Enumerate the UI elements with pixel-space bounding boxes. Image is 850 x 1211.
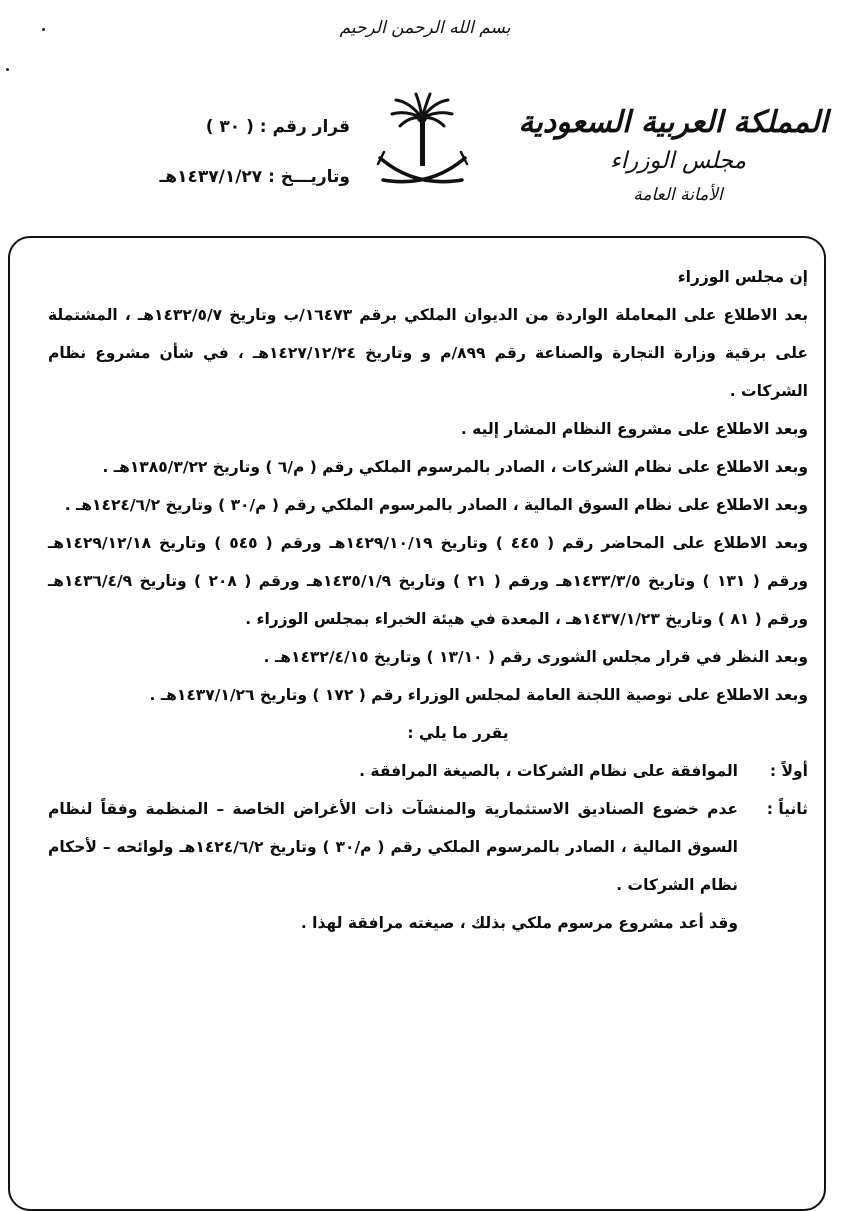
- scan-speck: [6, 68, 9, 71]
- preamble-paragraph: وبعد الاطلاع على توصية اللجنة العامة لمجلس الوزراء رقم ( ١٧٢ ) وتاريخ ١٤٣٧/١/٢٦هـ .: [149, 686, 808, 704]
- council-name: مجلس الوزراء: [609, 148, 747, 174]
- secretariat-name: الأمانة العامة: [633, 185, 723, 205]
- resolves-heading: يقرر ما يلي :: [407, 724, 509, 742]
- decision-date: وتاريـــخ : ١٤٣٧/١/٢٧هـ: [159, 167, 350, 187]
- decision-number: قرار رقم : ( ٣٠ ): [205, 117, 350, 137]
- decree-body: [48, 258, 808, 942]
- clause-text: عدم خضوع الصناديق الاستثمارية والمنشآت ذات الأغراض الخاصة – المنظمة وفقاً لنظام السوق المالية ، الصادر بالمرسوم الملكي رقم ( م/٣٠ ) وتاريخ ١٤٢٤/٦/٢هـ ولوائحه – لأحكام نظام الشركات .: [48, 800, 738, 894]
- preamble-paragraph: وبعد الاطلاع على مشروع النظام المشار إليه .: [460, 420, 808, 438]
- clause-label: ثانياً :: [766, 800, 808, 818]
- preamble-paragraph: بعد الاطلاع على المعاملة الواردة من الديوان الملكي برقم ١٦٤٧٣/ب وتاريخ ١٤٣٢/٥/٧هـ ، المشتملة على برقية وزارة التجارة والصناعة رقم ٨٩٩/م و وتاريخ ١٤٢٧/١٢/٢٤هـ ، في شأن مشروع نظام الشركات .: [48, 306, 809, 400]
- basmala: بسم الله الرحمن الرحيم: [339, 18, 511, 38]
- scan-speck: [42, 28, 45, 31]
- preamble-paragraph: وبعد الاطلاع على نظام الشركات ، الصادر بالمرسوم الملكي رقم ( م/٦ ) وتاريخ ١٣٨٥/٣/٢٢هـ .: [102, 458, 808, 476]
- clause-second: [48, 790, 808, 904]
- opening-line: إن مجلس الوزراء: [677, 268, 808, 286]
- clause-label: أولاً :: [769, 762, 808, 780]
- decision-info: [120, 110, 350, 194]
- clause-first: [48, 752, 808, 790]
- kingdom-name: المملكة العربية السعودية: [518, 105, 828, 140]
- preamble-paragraph: وبعد الاطلاع على المحاضر رقم ( ٤٤٥ ) وتاريخ ١٤٢٩/١٠/١٩هـ ورقم ( ٥٤٥ ) وتاريخ ١٤٢٩/١٢/١٨هـ ورقم ( ١٣١ ) وتاريخ ١٤٣٣/٣/٥هـ ورقم ( ٢١ ) وتاريخ ١٤٣٥/١/٩هـ ورقم ( ٢٠٨ ) وتاريخ ١٤٣٦/٤/٩هـ ورقم ( ٨١ ) وتاريخ ١٤٣٧/١/٢٣هـ ، المعدة في هيئة الخبراء بمجلس الوزراء .: [48, 534, 809, 628]
- letterhead-right: [518, 105, 828, 207]
- preamble-paragraph: وبعد النظر في قرار مجلس الشورى رقم ( ١٣/١٠ ) وتاريخ ١٤٣٢/٤/١٥هـ .: [263, 648, 808, 666]
- preamble-paragraph: وبعد الاطلاع على نظام السوق المالية ، الصادر بالمرسوم الملكي رقم ( م/٣٠ ) وتاريخ ١٤٢٤/٦/٢هـ .: [64, 496, 808, 514]
- clause-text: الموافقة على نظام الشركات ، بالصيغة المرافقة .: [359, 762, 738, 780]
- saudi-emblem-icon: [370, 88, 475, 198]
- closing-line: وقد أعد مشروع مرسوم ملكي بذلك ، صيغته مرافقة لهذا .: [300, 914, 738, 932]
